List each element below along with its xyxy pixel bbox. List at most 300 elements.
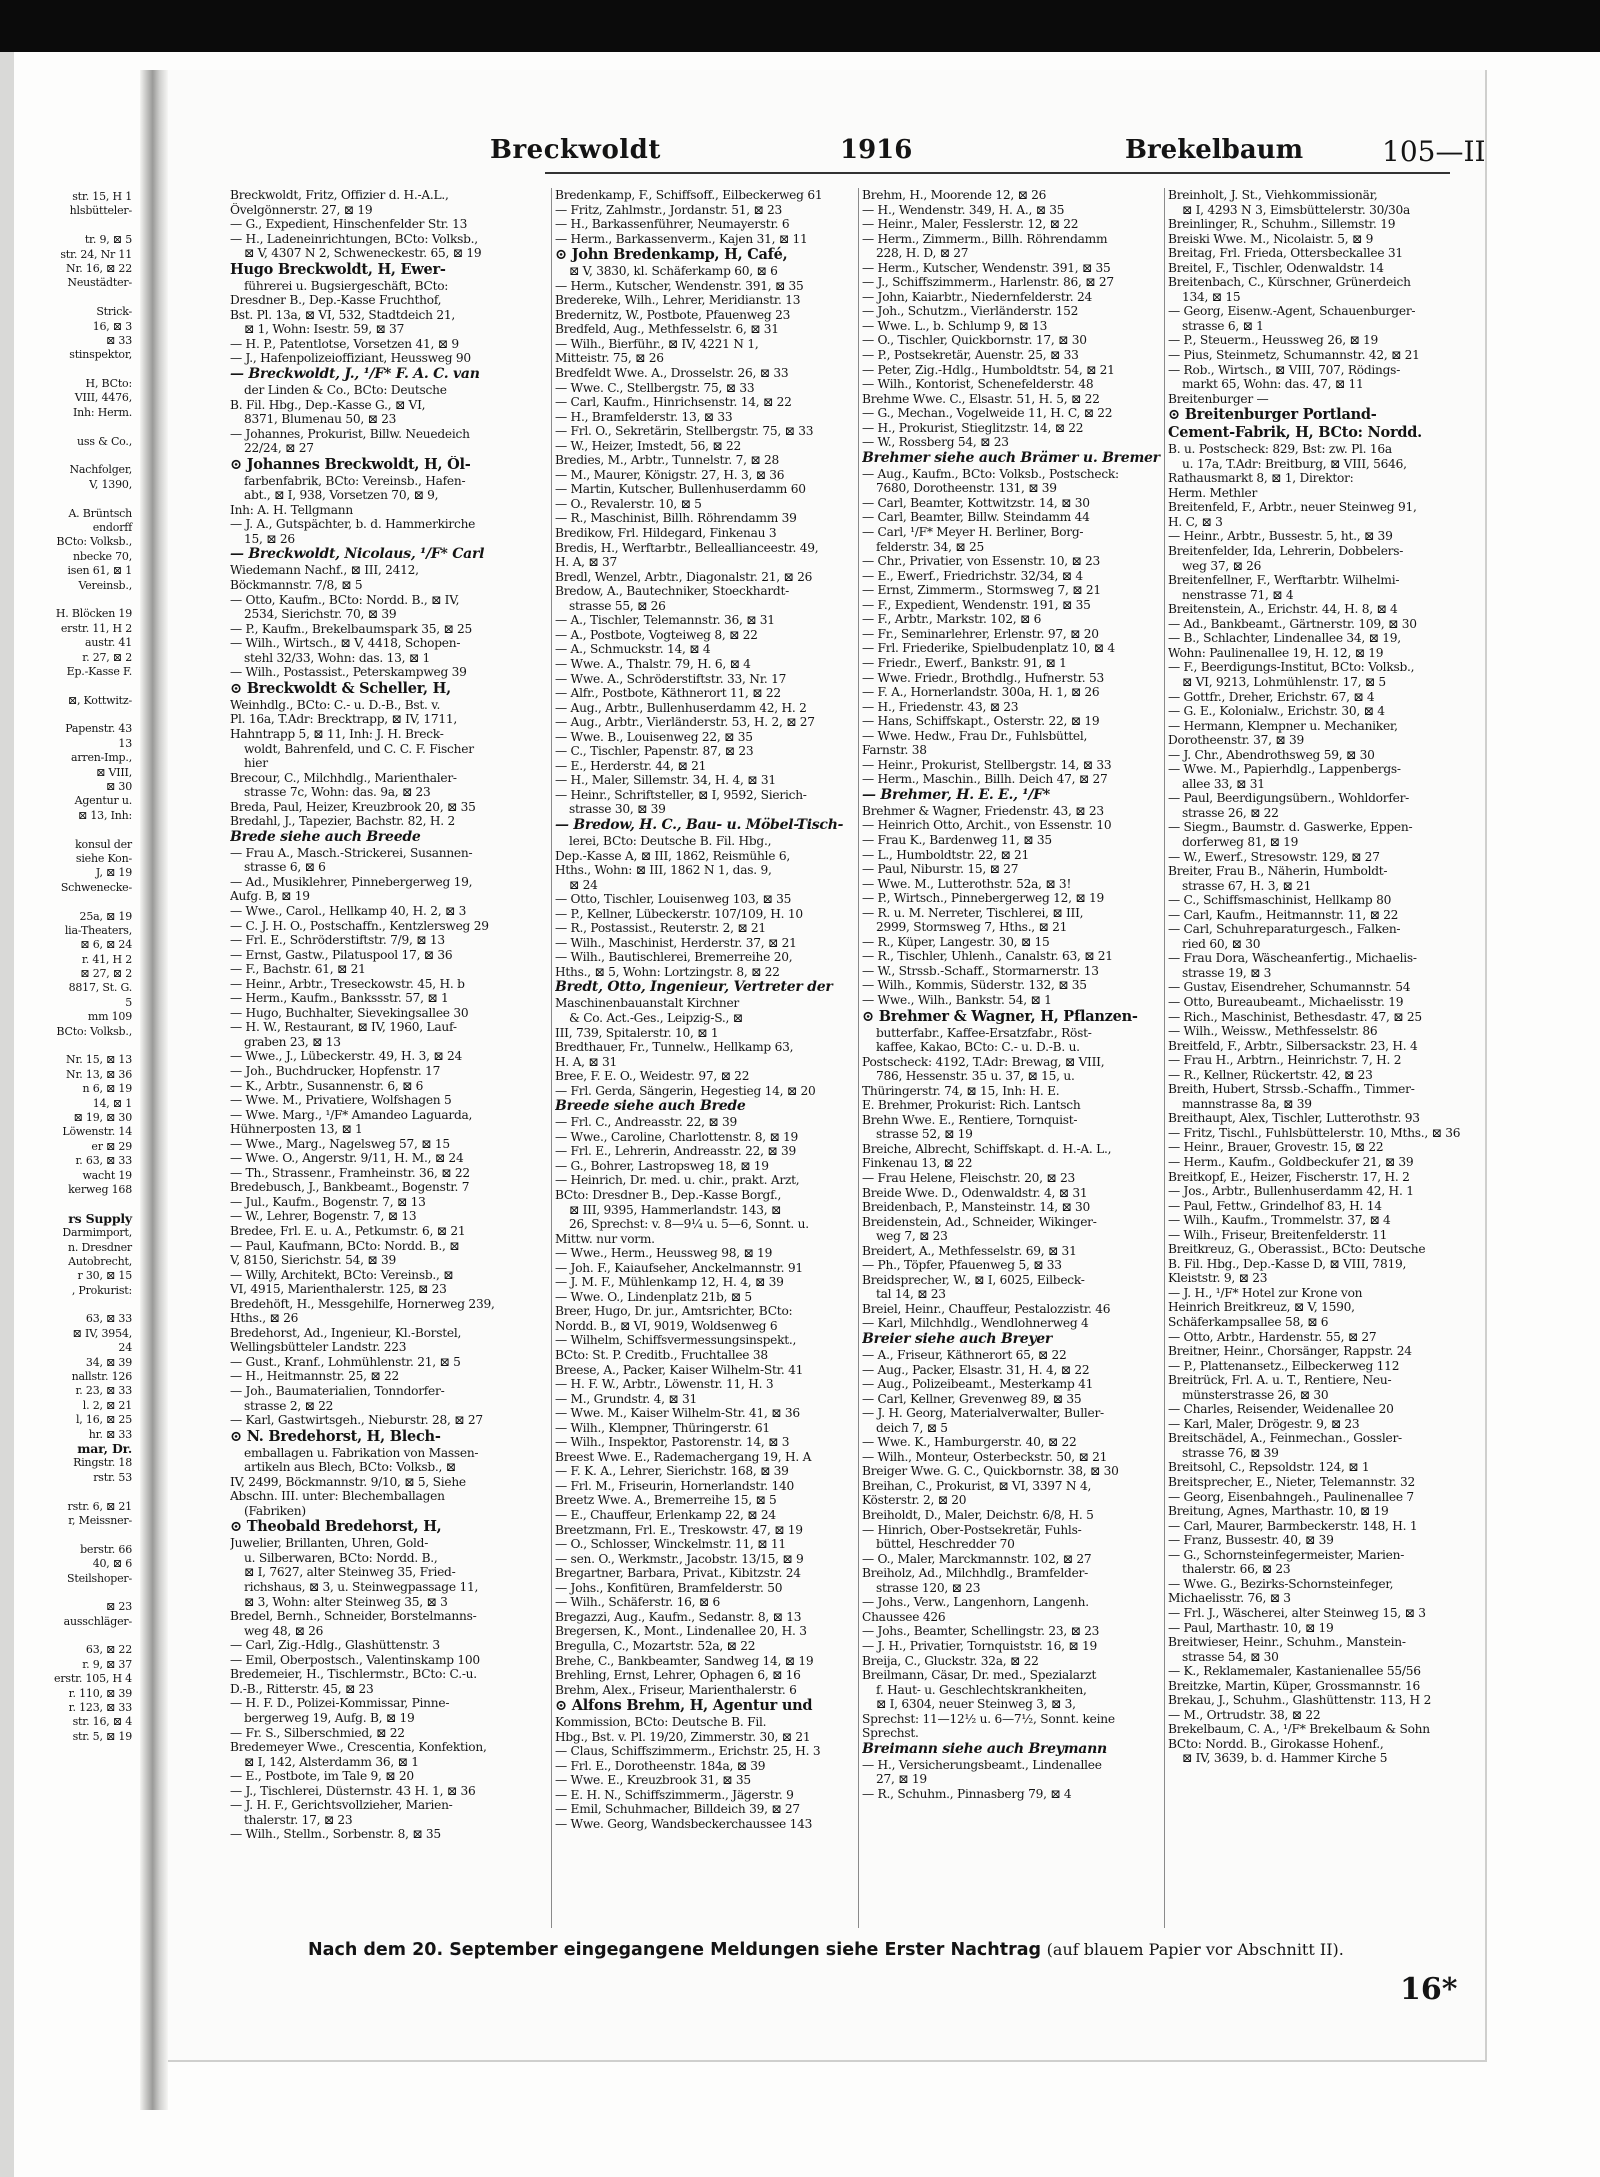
directory-entry: dorferweg 81, ⊠ 19 <box>1182 834 1299 849</box>
directory-entry: Bredahl, J., Tapezier, Bachstr. 82, H. 2 <box>230 814 456 829</box>
directory-entry: Breitenstein, A., Erichstr. 44, H. 8, ⊠ 4 <box>1168 602 1398 617</box>
directory-entry: — Otto, Kaufm., BCto: Nordd. B., ⊠ IV, <box>230 592 460 607</box>
directory-entry: Aufg. B, ⊠ 19 <box>230 889 310 904</box>
directory-entry: — G., Schornsteinfegermeister, Marien- <box>1168 1547 1405 1562</box>
directory-entry: IV, 2499, Böckmannstr. 9/10, ⊠ 5, Siehe <box>230 1474 466 1489</box>
footer-notice <box>308 1940 1468 1966</box>
fragment-line: l, 16, ⊠ 25 <box>75 1413 132 1427</box>
directory-entry: — Johannes, Prokurist, Billw. Neuedeich <box>230 426 470 441</box>
directory-entry: — J. H. Georg, Materialverwalter, Buller- <box>862 1406 1104 1421</box>
directory-entry: f. Haut- u. Geschlechtskrankheiten, <box>876 1682 1087 1697</box>
directory-entry: ⊙ Breckwoldt & Scheller, H, <box>230 679 451 697</box>
directory-entry: — Fr. S., Silberschmied, ⊠ 22 <box>230 1725 405 1740</box>
directory-entry: Hths., ⊠ 5, Wohn: Lortzingstr. 8, ⊠ 22 <box>555 964 780 979</box>
fragment-line: hlsbütteler- <box>69 204 132 218</box>
directory-entry: ⊙ Johannes Breckwoldt, H, Öl- <box>230 455 471 473</box>
directory-entry: Breimann siehe auch Breymann <box>862 1740 1107 1757</box>
directory-entry: Kommission, BCto: Deutsche B. Fil. <box>555 1715 767 1730</box>
directory-entry: — Frl. E., Dorotheenstr. 184a, ⊠ 39 <box>555 1758 766 1773</box>
directory-entry: — Frau A., Masch.-Strickerei, Susannen- <box>230 845 473 860</box>
directory-entry: — F., Arbtr., Markstr. 102, ⊠ 6 <box>862 612 1042 627</box>
directory-entry: Dep.-Kasse A, ⊠ III, 1862, Reismühle 6, <box>555 848 790 863</box>
directory-entry: Breitenfelder, Ida, Lehrerin, Dobbelers- <box>1168 544 1404 559</box>
directory-entry: strasse 54, ⊠ 30 <box>1182 1649 1279 1664</box>
directory-entry: Chaussee 426 <box>862 1609 946 1624</box>
directory-entry: Bredikow, Frl. Hildegard, Finkenau 3 <box>555 526 777 541</box>
directory-entry: Breidert, A., Methfesselstr. 69, ⊠ 31 <box>862 1243 1077 1258</box>
directory-entry: Brekelbaum, C. A., ¹/F* Brekelbaum & Sohn <box>1168 1722 1430 1737</box>
directory-entry: — Wilh., Kommis, Süderstr. 132, ⊠ 35 <box>862 978 1087 993</box>
fragment-line <box>0 1039 140 1053</box>
sheet-signature: 16* <box>1400 1972 1458 2007</box>
directory-entry: Bredemeyer Wwe., Crescentia, Konfektion, <box>230 1740 487 1755</box>
directory-entry: — Wilh., Bierführ., ⊠ IV, 4221 N 1, <box>555 336 759 351</box>
fragment-line: ⊠ 27, ⊠ 2 <box>80 967 132 981</box>
directory-entry: — Karl, Maler, Drögestr. 9, ⊠ 23 <box>1168 1416 1360 1431</box>
directory-entry: — B., Schlachter, Lindenallee 34, ⊠ 19, <box>1168 631 1401 646</box>
directory-entry: Weinhdlg., BCto: C.- u. D.-B., Bst. v. <box>230 697 441 712</box>
directory-entry: kaffee, Kakao, BCto: C.- u. D.-B. u. <box>876 1040 1080 1055</box>
directory-entry: Bredt, Otto, Ingenieur, Vertreter der <box>555 979 833 996</box>
directory-entry: — E., Herderstr. 44, ⊠ 21 <box>555 758 707 773</box>
directory-entry: — F. K. A., Lehrer, Sierichstr. 168, ⊠ 39 <box>555 1464 789 1479</box>
directory-entry: — H. W., Restaurant, ⊠ IV, 1960, Lauf- <box>230 1020 457 1035</box>
directory-entry: deich 7, ⊠ 5 <box>876 1420 948 1435</box>
directory-entry: — F. A., Hornerlandstr. 300a, H. 1, ⊠ 26 <box>862 685 1100 700</box>
directory-entry: — Fr., Seminarlehrer, Erlenstr. 97, ⊠ 20 <box>862 626 1099 641</box>
fragment-line: H, BCto: <box>85 377 132 391</box>
directory-entry: Dresdner B., Dep.-Kasse Fruchthof, <box>230 293 442 308</box>
directory-entry: — Hinrich, Ober-Postsekretär, Fuhls- <box>862 1522 1082 1537</box>
directory-entry: Breide Wwe. D., Odenwaldstr. 4, ⊠ 31 <box>862 1185 1088 1200</box>
fragment-line: 63, ⊠ 22 <box>85 1643 132 1657</box>
fragment-line <box>0 679 140 693</box>
directory-entry: — Wwe. M., Privatiere, Wolfshagen 5 <box>230 1093 452 1108</box>
directory-entry: — Wwe. Marg., ¹/F* Amandeo Laguarda, <box>230 1107 473 1122</box>
directory-entry: strasse 26, ⊠ 22 <box>1182 805 1279 820</box>
directory-entry: nenstrasse 71, ⊠ 4 <box>1182 587 1294 602</box>
directory-entry: — C., Schiffsmaschinist, Hellkamp 80 <box>1168 893 1392 908</box>
directory-entry: — Rich., Maschinist, Bethesdastr. 47, ⊠ 25 <box>1168 1009 1422 1024</box>
directory-entry: — Emil, Oberpostsch., Valentinskamp 100 <box>230 1652 480 1667</box>
directory-entry: — sen. O., Werkmstr., Jacobstr. 13/15, ⊠ 9 <box>555 1551 804 1566</box>
directory-entry: — J., Hafenpolizeioffiziant, Heussweg 90 <box>230 351 471 366</box>
directory-entry: — Ad., Musiklehrer, Pinnebergerweg 19, <box>230 874 473 889</box>
directory-entry: BCto: Dresdner B., Dep.-Kasse Borgf., <box>555 1188 782 1202</box>
directory-entry: lerei, BCto: Deutsche B. Fil. Hbg., <box>569 833 772 848</box>
directory-entry: 134, ⊠ 15 <box>1182 289 1241 304</box>
directory-entry: farbenfabrik, BCto: Vereinsb., Hafen- <box>244 473 466 488</box>
directory-entry: strasse 120, ⊠ 23 <box>876 1580 981 1595</box>
directory-entry: — A., Schmuckstr. 14, ⊠ 4 <box>555 642 711 657</box>
fragment-line: r. 41, H 2 <box>81 952 132 966</box>
fragment-line <box>0 449 140 463</box>
directory-entry: Breede siehe auch Brede <box>555 1098 746 1115</box>
fragment-line: r. 9, ⊠ 37 <box>82 1657 132 1671</box>
directory-entry: thalerstr. 66, ⊠ 23 <box>1182 1562 1291 1577</box>
directory-entry: — O., Revalerstr. 10, ⊠ 5 <box>555 496 702 511</box>
directory-entry: — C., Tischler, Papenstr. 87, ⊠ 23 <box>555 744 754 759</box>
directory-entry: Bredl, Wenzel, Arbtr., Diagonalstr. 21, ⊠ 26 <box>555 569 813 584</box>
fragment-line <box>0 823 140 837</box>
directory-entry: — P., Steuerm., Heussweg 26, ⊠ 19 <box>1168 333 1379 348</box>
directory-entry: H. C, ⊠ 3 <box>1168 514 1223 529</box>
directory-entry: — W., Rossberg 54, ⊠ 23 <box>862 435 1009 450</box>
fragment-line: nallstr. 126 <box>71 1370 132 1384</box>
directory-entry: hier <box>244 756 268 771</box>
fragment-line <box>0 1528 140 1542</box>
directory-entry: ⊠ 3, Wohn: alter Steinweg 35, ⊠ 3 <box>244 1594 448 1609</box>
directory-entry: ried 60, ⊠ 30 <box>1182 936 1261 951</box>
directory-entry: — Martin, Kutscher, Bullenhuserdamm 60 <box>555 482 806 497</box>
directory-entry: Bredereke, Wilh., Lehrer, Meridianstr. 13 <box>555 293 801 308</box>
directory-entry: 786, Hessenstr. 35 u. 37, ⊠ 15, u. <box>876 1069 1075 1084</box>
directory-entry: — Otto, Tischler, Louisenweg 103, ⊠ 35 <box>555 892 792 907</box>
fragment-line: 8817, St. G. <box>68 981 132 995</box>
directory-entry: Bredthauer, Fr., Tunnelw., Hellkamp 63, <box>555 1040 794 1055</box>
directory-entry: — A., Postbote, Vogteiweg 8, ⊠ 22 <box>555 627 758 642</box>
fragment-line: 40, ⊠ 6 <box>92 1557 132 1571</box>
directory-entry: ⊙ Brehmer & Wagner, H, Pflanzen- <box>862 1007 1138 1025</box>
fragment-line: str. 16, ⊠ 4 <box>72 1715 132 1729</box>
fragment-line: 24 <box>118 1341 132 1355</box>
directory-entry: — Frl. E., Lehrerin, Andreasstr. 22, ⊠ 39 <box>555 1144 797 1159</box>
directory-entry: — O., Schlosser, Winckelmstr. 11, ⊠ 11 <box>555 1537 786 1552</box>
directory-entry: — Wwe. Georg, Wandsbeckerchaussee 143 <box>555 1816 813 1831</box>
directory-entry: — H., Versicherungsbeamt., Lindenallee <box>862 1757 1102 1772</box>
fragment-line: Autobrecht, <box>68 1254 132 1268</box>
directory-entry: u. Silberwaren, BCto: Nordd. B., <box>244 1550 438 1565</box>
directory-entry: thalerstr. 17, ⊠ 23 <box>244 1812 353 1827</box>
directory-entry: Michaelisstr. 76, ⊠ 3 <box>1168 1591 1291 1606</box>
fragment-line: kerweg 168 <box>68 1182 132 1196</box>
directory-entry: Breiski Wwe. M., Nicolaistr. 5, ⊠ 9 <box>1168 231 1374 246</box>
directory-entry: — Frl. C., Andreasstr. 22, ⊠ 39 <box>555 1115 737 1130</box>
directory-entry: ⊠ I, 4293 N 3, Eimsbüttelerstr. 30/30a <box>1182 202 1411 217</box>
directory-entry: — M., Maurer, Königstr. 27, H. 3, ⊠ 36 <box>555 467 785 482</box>
directory-entry: — F., Bachstr. 61, ⊠ 21 <box>230 962 366 977</box>
directory-entry: Bregersen, K., Mont., Lindenallee 20, H. 3 <box>555 1624 807 1639</box>
fragment-line: l. 2, ⊠ 21 <box>82 1398 132 1412</box>
directory-entry: strasse 52, ⊠ 19 <box>876 1127 973 1142</box>
directory-entry: — Willy, Architekt, BCto: Vereinsb., ⊠ <box>230 1267 454 1282</box>
directory-entry: strasse 55, ⊠ 26 <box>569 598 666 613</box>
directory-entry: Abschn. III. unter: Blechemballagen <box>230 1489 445 1504</box>
directory-entry: 228, H. D, ⊠ 27 <box>876 246 969 261</box>
directory-entry: — Heinr., Arbtr., Treseckowstr. 45, H. b <box>230 976 465 991</box>
fragment-line <box>0 363 140 377</box>
directory-entry: — Jul., Kaufm., Bogenstr. 7, ⊠ 13 <box>230 1194 426 1209</box>
directory-entry: — Bredow, H. C., Bau- u. Möbel-Tisch- <box>555 816 844 833</box>
directory-entry: weg 48, ⊠ 26 <box>244 1623 324 1638</box>
directory-entry: strasse 6, ⊠ 1 <box>1182 318 1264 333</box>
directory-entry: — Wwe. L., b. Schlump 9, ⊠ 13 <box>862 318 1048 333</box>
directory-entry: — Frl. M., Friseurin, Hornerlandstr. 140 <box>555 1478 795 1493</box>
directory-entry: allee 33, ⊠ 31 <box>1182 776 1265 791</box>
fragment-line: 63, ⊠ 33 <box>85 1312 132 1326</box>
directory-entry: 26, Sprechst: v. 8—9¼ u. 5—6, Sonnt. u. <box>569 1217 809 1232</box>
directory-entry: Breiger Wwe. G. C., Quickbornstr. 38, ⊠ 30 <box>862 1464 1119 1479</box>
directory-entry: — H., Heitmannstr. 25, ⊠ 22 <box>230 1369 399 1384</box>
directory-entry: — Johs., Verw., Langenhorn, Langenh. <box>862 1595 1089 1610</box>
directory-entry: ⊠ VI, 9213, Lohmühlenstr. 17, ⊠ 5 <box>1182 674 1386 689</box>
directory-entry: — P., Kaufm., Brekelbaumspark 35, ⊠ 25 <box>230 621 473 636</box>
directory-entry: — Wilh., Klempner, Thüringerstr. 61 <box>555 1420 770 1435</box>
fragment-line <box>0 219 140 233</box>
fragment-line: r. 63, ⊠ 33 <box>75 1154 132 1168</box>
directory-entry: 2999, Stormsweg 7, Hths., ⊠ 21 <box>876 920 1068 935</box>
directory-entry: Wiedemann Nachf., ⊠ III, 2412, <box>230 563 419 578</box>
directory-entry: Breinholt, J. St., Viehkommissionär, <box>1168 188 1378 202</box>
directory-entry: — Heinr., Maler, Fesslerstr. 12, ⊠ 22 <box>862 217 1079 232</box>
directory-entry: — Paul, Beerdigungsübern., Wohldorfer- <box>1168 791 1410 806</box>
directory-entry: bergerweg 19, Aufg. B, ⊠ 19 <box>244 1710 415 1725</box>
directory-entry: — P., Kellner, Lübeckerstr. 107/109, H. 10 <box>555 906 803 921</box>
directory-entry: — Otto, Bureaubeamt., Michaelisstr. 19 <box>1168 994 1404 1009</box>
directory-entry: — Carl, ¹/F* Meyer H. Berliner, Borg- <box>862 525 1084 540</box>
directory-entry: Bredfeldt Wwe. A., Drosselstr. 26, ⊠ 33 <box>555 366 789 381</box>
directory-entry: Breihan, C., Prokurist, ⊠ VI, 3397 N 4, <box>862 1478 1092 1493</box>
directory-entry: Brehm, Alex., Friseur, Marienthalerstr. 6 <box>555 1682 797 1697</box>
directory-entry: — R. u. M. Nerreter, Tischlerei, ⊠ III, <box>862 905 1084 920</box>
directory-entry: — W., Heizer, Imstedt, 56, ⊠ 22 <box>555 438 741 453</box>
fragment-line: r. 27, ⊠ 2 <box>82 650 132 664</box>
directory-entry: Breitkreuz, G., Oberassist., BCto: Deutsche <box>1168 1242 1426 1257</box>
directory-entry: — Wwe. A., Schröderstiftstr. 33, Nr. 17 <box>555 671 787 686</box>
directory-entry: Mitteistr. 75, ⊠ 26 <box>555 351 664 366</box>
directory-entry: Herm. Methler <box>1168 485 1258 500</box>
directory-entry: Breidsprecher, W., ⊠ I, 6025, Eilbeck- <box>862 1272 1085 1287</box>
directory-entry: — Carl, Zig.-Hdlg., Glashüttenstr. 3 <box>230 1638 440 1653</box>
directory-entry: — Breckwoldt, J., ¹/F* F. A. C. van <box>230 366 480 383</box>
directory-entry: Dorotheenstr. 37, ⊠ 39 <box>1168 733 1305 748</box>
directory-entry: emballagen u. Fabrikation von Massen- <box>244 1445 479 1460</box>
directory-entry: — H., Friedenstr. 43, ⊠ 23 <box>862 699 1019 714</box>
directory-entry: — P., Plattenansetz., Eilbeckerweg 112 <box>1168 1358 1400 1373</box>
fragment-line: A. Brüntsch <box>68 506 132 520</box>
directory-entry: — Wwe., Wilh., Bankstr. 54, ⊠ 1 <box>862 992 1052 1007</box>
directory-entry: butterfabr., Kaffee-Ersatzfabr., Röst- <box>876 1025 1092 1040</box>
directory-entry: Breija, C., Gluckstr. 32a, ⊠ 22 <box>862 1653 1039 1668</box>
directory-entry: 27, ⊠ 19 <box>876 1772 927 1787</box>
directory-entry: — Wilhelm, Schiffsvermessungsinspekt., <box>555 1333 797 1348</box>
fragment-line: erstr. 105, H 4 <box>54 1672 132 1686</box>
directory-entry: Breier siehe auch Breyer <box>862 1331 1053 1348</box>
directory-entry: — Frau H., Arbtrn., Heinrichstr. 7, H. 2 <box>1168 1053 1402 1068</box>
directory-entry: Wohn: Paulinenallee 19, H. 12, ⊠ 19 <box>1168 645 1384 660</box>
directory-entry: — Wilh., Wirtsch., ⊠ V, 4418, Schopen- <box>230 636 461 651</box>
directory-entry: — J. A., Gutspächter, b. d. Hammerkirche <box>230 517 476 532</box>
directory-entry: — G., Expedient, Hinschenfelder Str. 13 <box>230 217 468 232</box>
directory-entry: ⊠ I, 142, Alsterdamm 36, ⊠ 1 <box>244 1754 419 1769</box>
directory-entry: stehl 32/33, Wohn: das. 13, ⊠ 1 <box>244 650 430 665</box>
fragment-line: 25a, ⊠ 19 <box>79 909 132 923</box>
directory-entry: Breitschädel, A., Feinmechan., Gossler- <box>1168 1431 1402 1446</box>
directory-entry: — H., Bramfelderstr. 13, ⊠ 33 <box>555 409 733 424</box>
directory-entry: Bredehöft, H., Messgehilfe, Hornerweg 239, <box>230 1296 495 1311</box>
directory-entry: — Chr., Privatier, von Essenstr. 10, ⊠ 23 <box>862 554 1101 569</box>
directory-entry: Brede siehe auch Breede <box>230 828 421 845</box>
fragment-line: mar, Dr. <box>77 1440 132 1456</box>
directory-entry: B. u. Postscheck: 829, Bst: zw. Pl. 16a <box>1168 442 1392 457</box>
fragment-line: rstr. 53 <box>93 1470 132 1484</box>
fragment-line: 16, ⊠ 3 <box>92 319 132 333</box>
directory-entry: — Herm., Maschin., Billh. Deich 47, ⊠ 27 <box>862 772 1108 787</box>
directory-entry: — R., Postassist., Reuterstr. 2, ⊠ 21 <box>555 921 766 936</box>
directory-entry: — Wilh., Monteur, Osterbeckstr. 50, ⊠ 21 <box>862 1449 1108 1464</box>
directory-entry: — G. E., Kolonialw., Erichstr. 30, ⊠ 4 <box>1168 704 1385 719</box>
directory-entry: Brehmer siehe auch Brämer u. Bremer <box>862 449 1160 466</box>
directory-entry: — Wwe., J., Lübeckerstr. 49, H. 3, ⊠ 24 <box>230 1049 462 1064</box>
directory-entry: Cement-Fabrik, H, BCto: Nordd. <box>1168 424 1422 442</box>
fragment-line <box>0 1485 140 1499</box>
directory-entry: führerei u. Bugsiergeschäft, BCto: <box>244 278 449 293</box>
directory-entry: — Franz, Bussestr. 40, ⊠ 39 <box>1168 1533 1334 1548</box>
directory-entry: — M., Grundstr. 4, ⊠ 31 <box>555 1391 697 1406</box>
directory-entry: — Frau Helene, Fleischstr. 20, ⊠ 23 <box>862 1171 1075 1185</box>
directory-entry: ⊠ I, 7627, alter Steinweg 35, Fried- <box>244 1565 456 1580</box>
directory-entry: — W., Strssb.-Schaff., Stormarnerstr. 13 <box>862 963 1099 978</box>
directory-entry: — Frl. Friederike, Spielbudenplatz 10, ⊠ 4 <box>862 641 1115 656</box>
directory-entry: III, 739, Spitalerstr. 10, ⊠ 1 <box>555 1025 719 1040</box>
fragment-line: n. Dresdner <box>67 1240 132 1254</box>
directory-entry: — Heinr., Arbtr., Bussestr. 5, ht., ⊠ 39 <box>1168 529 1393 544</box>
fragment-line: konsul der <box>75 837 132 851</box>
directory-entry: u. 17a, T.Adr: Breitburg, ⊠ VIII, 5646, <box>1182 456 1407 471</box>
directory-entry: Bree, F. E. O., Weidestr. 97, ⊠ 22 <box>555 1069 750 1084</box>
directory-entry: — John, Kaiarbtr., Niedernfelderstr. 24 <box>862 289 1092 304</box>
directory-entry: Pl. 16a, T.Adr: Brecktrapp, ⊠ IV, 1711, <box>230 712 457 727</box>
directory-entry: Brehme Wwe. C., Elsastr. 51, H. 5, ⊠ 22 <box>862 391 1100 406</box>
fragment-line: r, Meissner- <box>68 1513 132 1527</box>
directory-entry: — Heinr., Brauer, Grovestr. 15, ⊠ 22 <box>1168 1140 1384 1155</box>
fragment-line <box>0 1298 140 1312</box>
directory-entry: — Frl. J., Wäscherei, alter Steinweg 15, ⊠ 3 <box>1168 1605 1426 1620</box>
fragment-line: str. 24, Nr 11 <box>60 247 132 261</box>
directory-entry: Breitel, F., Tischler, Odenwaldstr. 14 <box>1168 260 1384 275</box>
directory-entry: — Otto, Arbtr., Hardenstr. 55, ⊠ 27 <box>1168 1329 1377 1344</box>
directory-entry: — Wilh., Inspektor, Pastorenstr. 14, ⊠ 3 <box>555 1435 790 1450</box>
directory-entry: — R., Küper, Langestr. 30, ⊠ 15 <box>862 934 1050 949</box>
fragment-line: Schwenecke- <box>60 880 132 894</box>
directory-entry: — Karl, Gastwirtsgeh., Nieburstr. 28, ⊠ 27 <box>230 1413 483 1428</box>
directory-entry: Bredies, M., Arbtr., Tunnelstr. 7, ⊠ 28 <box>555 453 779 468</box>
directory-entry: — Wilh., Weissw., Methfesselstr. 86 <box>1168 1024 1378 1039</box>
directory-entry: — P., Wirtsch., Pinnebergerweg 12, ⊠ 19 <box>862 891 1105 906</box>
directory-entry: — E., Postbote, im Tale 9, ⊠ 20 <box>230 1769 414 1784</box>
directory-entry: — Herm., Barkassenverm., Kajen 31, ⊠ 11 <box>555 231 808 246</box>
column-divider <box>551 188 552 1928</box>
directory-entry: Breidenstein, Ad., Schneider, Wikinger- <box>862 1214 1097 1229</box>
directory-entry: Breitrück, Frl. A. u. T., Rentiere, Neu- <box>1168 1373 1392 1388</box>
fragment-line: ausschläger- <box>63 1614 132 1628</box>
directory-entry: Breitag, Frl. Frieda, Ottersbeckallee 31 <box>1168 246 1403 261</box>
directory-entry: richshaus, ⊠ 3, u. Steinwegpassage 11, <box>244 1580 479 1595</box>
fragment-line: Papenstr. 43 <box>65 722 132 736</box>
directory-entry: — Gust., Kranf., Lohmühlenstr. 21, ⊠ 5 <box>230 1354 461 1369</box>
directory-entry: büttel, Heschredder 70 <box>876 1537 1015 1552</box>
directory-entry: — Wilh., Friseur, Breitenfelderstr. 11 <box>1168 1227 1388 1242</box>
directory-entry: — O., Tischler, Quickbornstr. 17, ⊠ 30 <box>862 333 1087 348</box>
directory-entry: — E. H. N., Schiffszimmerm., Jägerstr. 9 <box>555 1787 794 1802</box>
directory-entry: — Wwe., Herm., Heussweg 98, ⊠ 19 <box>555 1246 773 1261</box>
directory-entry: strasse 19, ⊠ 3 <box>1182 965 1272 980</box>
directory-entry: Bredis, H., Werftarbtr., Belleallianceestr. 49, <box>555 540 819 555</box>
directory-entry: Böckmannstr. 7/8, ⊠ 5 <box>230 578 363 593</box>
directory-entry: Breiche, Albrecht, Schiffskapt. d. H.-A. L., <box>862 1141 1112 1156</box>
directory-entry: strasse 2, ⊠ 22 <box>244 1398 334 1413</box>
directory-entry: Kösterstr. 2, ⊠ 20 <box>862 1493 967 1508</box>
directory-entry: — Wwe. A., Thalstr. 79, H. 6, ⊠ 4 <box>555 656 751 671</box>
directory-entry: — Paul, Fettw., Grindelhof 83, H. 14 <box>1168 1198 1382 1213</box>
fragment-line: 34, ⊠ 39 <box>85 1355 132 1369</box>
directory-entry: Bst. Pl. 13a, ⊠ VI, 532, Stadtdeich 21, <box>230 307 455 322</box>
directory-entry: — Carl, Kellner, Grevenweg 89, ⊠ 35 <box>862 1391 1082 1406</box>
directory-entry: Bredee, Frl. E. u. A., Petkumstr. 6, ⊠ 21 <box>230 1224 466 1238</box>
directory-entry: H. A, ⊠ 37 <box>555 555 618 570</box>
fragment-line: ⊠, Kottwitz- <box>67 693 132 707</box>
directory-entry: — Heinr., Schriftsteller, ⊠ I, 9592, Sierich- <box>555 787 807 802</box>
directory-entry: Breese, A., Packer, Kaiser Wilhelm-Str. 41 <box>555 1362 804 1377</box>
page-number: 105—II <box>1382 135 1486 168</box>
directory-entry: mannstrasse 8a, ⊠ 39 <box>1182 1096 1312 1111</box>
directory-entry: ⊙ John Bredenkamp, H, Café, <box>555 246 788 264</box>
directory-entry: — H., Prokurist, Stieglitzstr. 14, ⊠ 22 <box>862 420 1084 435</box>
directory-entry: Brehmer & Wagner, Friedenstr. 43, ⊠ 23 <box>862 803 1104 818</box>
fragment-line: r. 123, ⊠ 33 <box>68 1701 132 1715</box>
directory-entry: — J. H., Privatier, Tornquiststr. 16, ⊠ 19 <box>862 1638 1097 1653</box>
fragment-line: 13 <box>118 736 132 750</box>
fragment-line: str. 15, H 1 <box>72 190 132 203</box>
directory-entry: Bredenkamp, F., Schiffsoff., Eilbeckerweg 61 <box>555 188 823 202</box>
fragment-line: Nr. 15, ⊠ 13 <box>66 1053 132 1067</box>
directory-entry: Breithaupt, Alex, Tischler, Lutterothstr. 93 <box>1168 1111 1420 1126</box>
fragment-line: ⊠ 33 <box>106 333 132 347</box>
column-divider <box>1164 188 1165 1928</box>
fragment-line: Darmimport, <box>62 1226 132 1240</box>
directory-entry: Breest Wwe. E., Rademachergang 19, H. A <box>555 1449 812 1464</box>
directory-entry: Breer, Hugo, Dr. jur., Amtsrichter, BCto: <box>555 1304 793 1319</box>
book-spine <box>140 70 168 2110</box>
fragment-line: Vereinsb., <box>78 578 132 592</box>
directory-entry: Nordd. B., ⊠ VI, 9019, Woldsenweg 6 <box>555 1318 778 1333</box>
directory-entry: strasse 30, ⊠ 39 <box>569 802 666 817</box>
directory-entry: — R., Maschinist, Billh. Röhrendamm 39 <box>555 511 797 526</box>
directory-entry: Schäferkampsallee 58, ⊠ 6 <box>1168 1315 1329 1330</box>
directory-entry: Brehm, H., Moorende 12, ⊠ 26 <box>862 188 1047 202</box>
fragment-line: str. 5, ⊠ 19 <box>72 1729 132 1743</box>
directory-entry: — Alfr., Postbote, Käthnerort 11, ⊠ 22 <box>555 686 781 701</box>
directory-entry: BCto: St. P. Creditb., Fruchtallee 38 <box>555 1348 768 1363</box>
directory-entry: Brecour, C., Milchhdlg., Marienthaler- <box>230 770 457 785</box>
fragment-line: ⊠ 13, Inh: <box>78 808 132 822</box>
fragment-line: mm 109 <box>87 1010 132 1024</box>
fragment-line: BCto: Volksb., <box>56 535 132 549</box>
directory-entry: — A., Tischler, Telemannstr. 36, ⊠ 31 <box>555 613 775 628</box>
directory-entry: Bredfeld, Aug., Methfesselstr. 6, ⊠ 31 <box>555 322 779 337</box>
fragment-line: r 30, ⊠ 15 <box>77 1269 132 1283</box>
directory-entry: — Carl, Kaufm., Hinrichsenstr. 14, ⊠ 22 <box>555 395 792 410</box>
fragment-line: wacht 19 <box>82 1168 132 1182</box>
directory-entry: (Fabriken) <box>244 1503 306 1518</box>
fragment-line: siehe Kon- <box>75 851 132 865</box>
directory-entry: — Johs., Konfitüren, Bramfelderstr. 50 <box>555 1580 783 1595</box>
directory-entry: ⊠ 1, Wohn: Isestr. 59, ⊠ 37 <box>244 322 405 337</box>
directory-entry: — F., Expedient, Wendenstr. 191, ⊠ 35 <box>862 597 1091 612</box>
directory-entry: BCto: Nordd. B., Girokasse Hohenf., <box>1168 1736 1384 1751</box>
directory-entry: ⊠ V, 3830, kl. Schäferkamp 60, ⊠ 6 <box>569 264 778 279</box>
directory-entry: — Wwe. Friedr., Brothdlg., Hufnerstr. 53 <box>862 670 1105 685</box>
